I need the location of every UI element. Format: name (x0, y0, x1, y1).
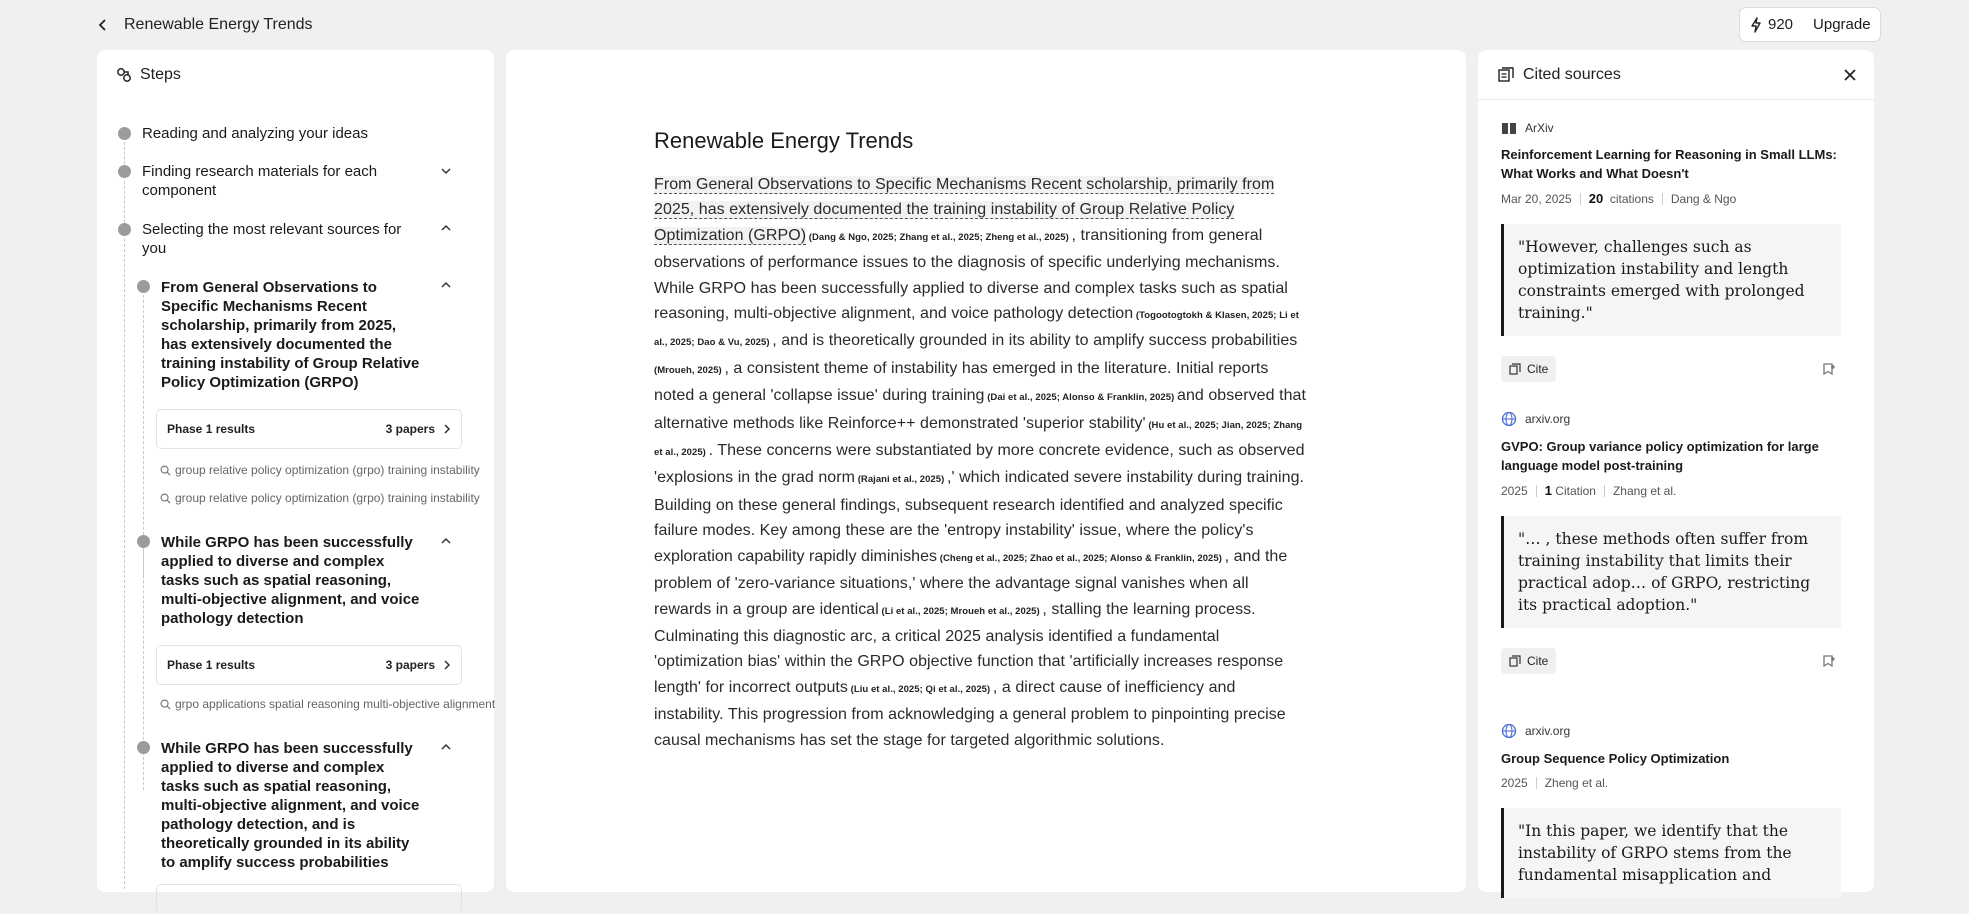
top-bar (88, 0, 1881, 50)
cite-button[interactable]: Cite (1501, 356, 1556, 382)
lightning-icon (1750, 17, 1762, 33)
phase-results-box[interactable] (156, 645, 462, 685)
chevron-right-icon (443, 659, 451, 671)
cite-button[interactable]: Cite (1501, 648, 1556, 674)
source-title[interactable]: Group Sequence Policy Optimization (1501, 751, 1730, 766)
phase-label: Phase 1 results (167, 658, 256, 672)
highlighted-sentence[interactable]: From General Observations to Specific Mechanisms Recent scholarship, primarily from 2025, has extensively documented the training instability of Group Relative Policy Optimization (GRPO) (654, 176, 1275, 244)
credits-badge[interactable] (1739, 7, 1881, 42)
search-query: group relative policy optimization (grpo) training instability (160, 491, 460, 505)
chevron-up-icon[interactable] (439, 221, 453, 235)
citation-link[interactable]: (Liu et al., 2025; Qi et al., 2025) (847, 683, 993, 695)
source-title[interactable]: GVPO: Group variance policy optimization for large language model post-training (1501, 439, 1819, 473)
source-quote: "However, challenges such as optimization instability and length constraints emerged with prolonged training." (1501, 224, 1841, 336)
steps-title: Steps (140, 66, 181, 83)
save-icon[interactable] (1821, 361, 1837, 377)
step-done-icon (118, 127, 131, 140)
globe-icon (1501, 723, 1517, 739)
document-text: , transitioning from general observations of performance issues to the diagnosis of specific underlying mechanisms. While GRPO has been successfully applied to diverse and complex tasks such as spatial reasoning, multi-objective alignment, and voice pathology detection (654, 226, 1288, 323)
search-query: group relative policy optimization (grpo) training instability (160, 463, 460, 477)
source-card[interactable] (1501, 121, 1841, 382)
source-card[interactable] (1501, 411, 1841, 674)
chevron-up-icon[interactable] (439, 278, 453, 292)
step-done-icon (118, 223, 131, 236)
document-text: , and is theoretically grounded in its ability to amplify success probabilities (772, 332, 1298, 350)
source-title[interactable]: Reinforcement Learning for Reasoning in Small LLMs: What Works and What Doesn't (1501, 147, 1837, 181)
search-icon (160, 493, 171, 504)
phase-results-box[interactable] (156, 409, 462, 449)
document-text: and observed that alternative methods like Reinforce++ demonstrated 'superior stability' (654, 387, 1306, 432)
document-text: , and the problem of 'zero-variance situations,' where the advantage signal vanishes when all rewards in a group are identical (654, 547, 1288, 618)
source-site: arxiv.org (1501, 411, 1841, 427)
source-meta: 2025 1 Citation Zhang et al. (1501, 483, 1677, 498)
sources-title: Cited sources (1523, 65, 1621, 83)
search-icon (160, 465, 171, 476)
save-icon[interactable] (1821, 653, 1837, 669)
substep-done-icon (137, 741, 150, 754)
chevron-up-icon[interactable] (439, 534, 453, 548)
globe-icon (1501, 411, 1517, 427)
source-site: arxiv.org (1501, 723, 1841, 739)
document-title: Renewable Energy Trends (654, 128, 914, 153)
step-3-label[interactable]: Selecting the most relevant sources for you (142, 221, 402, 257)
credits-count: 920 (1768, 16, 1794, 33)
cite-icon (1509, 363, 1521, 375)
document-text: , stalling the learning process. Culminating this diagnostic arc, a critical 2025 analysis identified a fundamental 'optimization bias' within the GRPO objective function that 'artificially increases response length' for incorrect outputs (654, 600, 1284, 696)
cited-sources-panel (1478, 50, 1874, 892)
substep-1-label[interactable]: From General Observations to Specific Mechanisms Recent scholarship, primarily from 2025, has extensively documented the training instability of Group Relative Policy Optimization (GRPO) (161, 279, 420, 391)
upgrade-button[interactable]: Upgrade (1813, 16, 1871, 33)
source-quote: "In this paper, we identify that the instability of GRPO stems from the fundamental misapplication and (1501, 808, 1841, 898)
phase-label: Phase 1 results (167, 422, 256, 436)
steps-header (97, 50, 494, 100)
document-text: ,' which indicated severe instability during training. Building on these general findings, subsequent research identified and analyzed specific failure modes. Key among these are the 'entropy instability' issue, where the policy's exploration capability rapidly diminishes (654, 469, 1305, 565)
citation-link[interactable]: (Dai et al., 2025; Alonso & Franklin, 2025) (984, 392, 1178, 404)
chevron-left-icon (97, 18, 109, 32)
papers-count: 3 papers (385, 422, 435, 436)
citation-link[interactable]: (Dang & Ngo, 2025; Zhang et al., 2025; Zheng et al., 2025) (806, 231, 1072, 243)
step-1-label[interactable]: Reading and analyzing your ideas (142, 125, 368, 142)
document-body (654, 172, 1306, 753)
source-meta: Mar 20, 2025 20 citations Dang & Ngo (1501, 191, 1737, 206)
source-meta: 2025 Zheng et al. (1501, 776, 1609, 790)
citation-link[interactable]: (Hu et al., 2025; Jian, 2025; Zhang et al., 2025) (654, 419, 1303, 459)
document-text: . These concerns were substantiated by more concrete evidence, such as observed 'explosions in the grad norm (654, 442, 1305, 487)
citation-link[interactable]: (Li et al., 2025; Mroueh et al., 2025) (878, 605, 1043, 617)
search-query: grpo applications spatial reasoning multi-objective alignment (160, 697, 460, 711)
steps-panel (97, 50, 494, 892)
back-button[interactable] (88, 10, 118, 40)
search-icon (160, 699, 171, 710)
source-site: ArXiv (1501, 121, 1841, 135)
substep-done-icon (137, 535, 150, 548)
chevron-right-icon (443, 423, 451, 435)
phase-results-box[interactable] (156, 884, 462, 914)
citation-link[interactable]: (Rajani et al., 2025) (855, 474, 947, 486)
document-panel (506, 50, 1466, 892)
steps-icon (116, 67, 132, 83)
papers-count: 3 papers (385, 658, 435, 672)
source-card[interactable] (1501, 723, 1841, 898)
document-text: , a consistent theme of instability has emerged in the literature. Initial reports noted a general 'collapse issue' during training (654, 359, 1269, 405)
substep-2-label[interactable]: While GRPO has been successfully applied to diverse and complex tasks such as spatial reasoning, multi-objective alignment, and voice pathology detection (161, 534, 420, 627)
citation-link[interactable]: (Mroueh, 2025) (654, 364, 725, 376)
chevron-down-icon[interactable] (439, 164, 453, 178)
close-icon[interactable] (1842, 67, 1858, 83)
sources-header (1478, 50, 1874, 100)
step-done-icon (118, 165, 131, 178)
sources-icon (1498, 67, 1515, 82)
source-quote: "… , these methods often suffer from training instability that limits their practical adop… of GRPO, restricting its practical adoption." (1501, 516, 1841, 628)
step-2-label[interactable]: Finding research materials for each component (142, 163, 378, 199)
app-title: Renewable Energy Trends (124, 16, 313, 33)
document-text: , a direct cause of inefficiency and instability. This progression from acknowledging a general problem to pinpointing precise causal mechanisms has set the stage for targeted algorithmic solutions. (654, 678, 1286, 749)
citation-link[interactable]: (Cheng et al., 2025; Zhao et al., 2025; Alonso & Franklin, 2025) (937, 552, 1225, 564)
cite-icon (1509, 655, 1521, 667)
substep-3-label[interactable]: While GRPO has been successfully applied to diverse and complex tasks such as spatial reasoning, multi-objective alignment, and voice pathology detection, and is theoretically grounded in its ability to amplify success probabilities (161, 740, 420, 871)
book-icon (1501, 121, 1517, 135)
chevron-up-icon[interactable] (439, 740, 453, 754)
citation-link[interactable]: (Togootogtokh & Klasen, 2025; Li et al., 2025; Dao & Vu, 2025) (654, 310, 1299, 349)
substep-done-icon (137, 280, 150, 293)
